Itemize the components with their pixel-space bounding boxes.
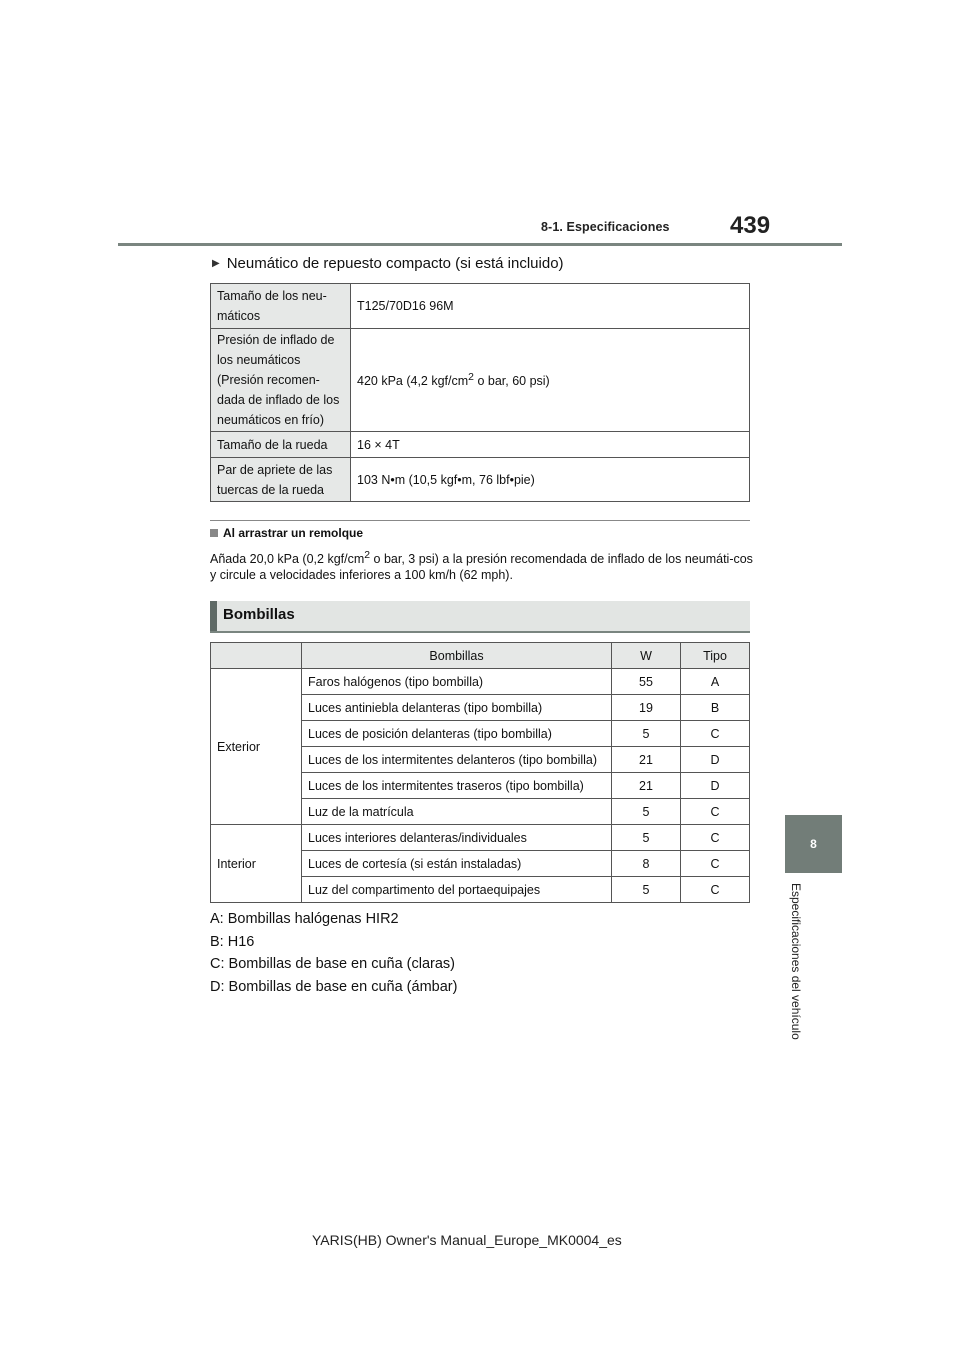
bulb-type: C (681, 825, 750, 851)
bulb-watts: 55 (612, 669, 681, 695)
bulb-name: Faros halógenos (tipo bombilla) (302, 669, 612, 695)
spec-label: Tamaño de los neu- máticos (211, 284, 351, 329)
table-header-bulbs: Bombillas (302, 643, 612, 669)
spare-tire-title (212, 255, 564, 272)
square-bullet-icon (210, 529, 218, 537)
bulb-name: Luces de los intermitentes traseros (tipo bombilla) (302, 773, 612, 799)
table-row (211, 669, 750, 695)
bulb-type: C (681, 877, 750, 903)
table-header-row (211, 643, 750, 669)
heading-bar (210, 601, 217, 631)
bulb-name: Luces de cortesía (si están instaladas) (302, 851, 612, 877)
group-exterior: Exterior (211, 669, 302, 825)
table-row (211, 825, 750, 851)
table-row (211, 432, 750, 458)
bulb-name: Luz de la matrícula (302, 799, 612, 825)
spec-label: Tamaño de la rueda (211, 432, 351, 458)
bulbs-heading (210, 601, 750, 633)
bulb-watts: 21 (612, 747, 681, 773)
legend-item: C: Bombillas de base en cuña (claras) (210, 956, 456, 972)
chapter-side-title (785, 878, 807, 1068)
chapter-title: Especificaciones del vehículo (789, 883, 803, 1040)
header-rule (118, 243, 842, 246)
table-header-empty (211, 643, 302, 669)
group-interior: Interior (211, 825, 302, 903)
bulb-watts: 5 (612, 721, 681, 747)
bulb-name: Luces de posición delanteras (tipo bombilla) (302, 721, 612, 747)
footer-text: YARIS(HB) Owner's Manual_Europe_MK0004_es (312, 1232, 622, 1248)
table-header-type: Tipo (681, 643, 750, 669)
table-header-w: W (612, 643, 681, 669)
bulbs-heading-text: Bombillas (223, 606, 295, 623)
bulb-watts: 21 (612, 773, 681, 799)
legend-item: B: H16 (210, 933, 255, 950)
legend-item: D: Bombillas de base en cuña (ámbar) (210, 978, 458, 995)
bulb-type: D (681, 747, 750, 773)
spec-label: Presión de inflado de los neumáticos (Presión recomen- dada de inflado de los neumáticos en frío) (211, 329, 351, 432)
bulb-type: C (681, 851, 750, 877)
spec-value: 16 × 4T (351, 432, 750, 458)
bulb-name: Luces antiniebla delanteras (tipo bombilla) (302, 695, 612, 721)
spec-value: 103 N•m (10,5 kgf•m, 76 lbf•pie) (351, 458, 750, 502)
bulb-type-legend (210, 908, 457, 998)
section-label: 8-1. Especificaciones (541, 220, 670, 234)
bulb-watts: 5 (612, 825, 681, 851)
spec-value: T125/70D16 96M (351, 284, 750, 329)
bulb-type: C (681, 799, 750, 825)
bulb-watts: 5 (612, 799, 681, 825)
towing-divider (210, 520, 750, 521)
bulb-watts: 8 (612, 851, 681, 877)
chapter-number: 8 (810, 837, 817, 851)
chapter-tab[interactable] (785, 815, 842, 873)
bulb-type: A (681, 669, 750, 695)
bulb-name: Luz del compartimento del portaequipajes (302, 877, 612, 903)
towing-text: Añada 20,0 kPa (0,2 kgf/$cm^2$ o bar, 3 psi) a la presión recomendada de inflado de los neumáti-cos y circule a velocidades inferiores a 100 km/h (62 mph). (210, 550, 753, 583)
towing-title: Al arrastrar un remolque (210, 526, 363, 540)
table-row (211, 284, 750, 329)
spec-value: 420 kPa (4,2 kgf/$cm^2$ o bar, 60 psi) (351, 329, 750, 432)
bulbs-table (210, 642, 750, 903)
table-row (211, 329, 750, 432)
bulb-name: Luces de los intermitentes delanteros (tipo bombilla) (302, 747, 612, 773)
bulb-watts: 5 (612, 877, 681, 903)
bulb-name: Luces interiores delanteras/individuales (302, 825, 612, 851)
triangle-bullet-icon: ▶ (212, 258, 220, 269)
bulb-type: B (681, 695, 750, 721)
spare-tire-spec-table (210, 283, 750, 502)
bulb-type: D (681, 773, 750, 799)
page-number: 439 (730, 212, 771, 239)
legend-item: A: Bombillas halógenas HIR2 (210, 911, 399, 927)
bulb-watts: 19 (612, 695, 681, 721)
bulb-type: C (681, 721, 750, 747)
table-row (211, 458, 750, 502)
spare-tire-title-text: Neumático de repuesto compacto (si está incluido) (226, 255, 564, 272)
spec-label: Par de apriete de las tuercas de la rueda (211, 458, 351, 502)
